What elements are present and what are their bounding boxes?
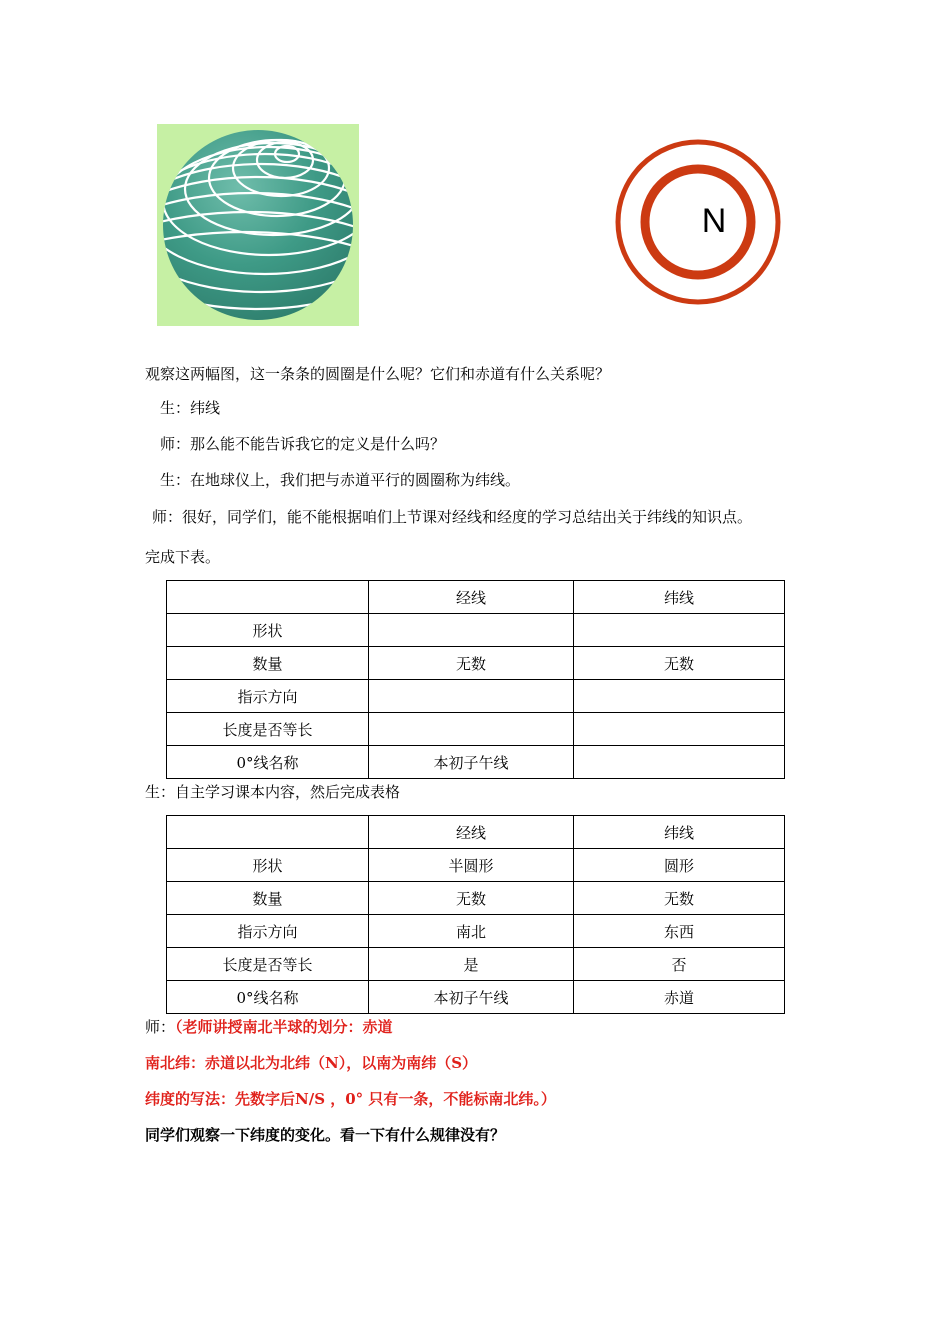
table-cell: 指示方向 bbox=[167, 680, 369, 713]
table-header-row bbox=[167, 816, 785, 849]
note-hemisphere-division: （老师讲授南北半球的划分：赤道 bbox=[175, 1018, 393, 1036]
note-latitude-notation: 纬度的写法：先数字后N/S ，0° 只有一条，不能标南北纬。） bbox=[145, 1090, 556, 1108]
table-cell bbox=[369, 680, 574, 713]
north-label: N bbox=[701, 202, 727, 240]
table-cell: 长度是否等长 bbox=[167, 713, 369, 746]
table-cell: 纬线 bbox=[574, 816, 785, 849]
table-cell: 南北 bbox=[369, 915, 574, 948]
table-cell: 本初子午线 bbox=[369, 746, 574, 779]
table-cell: 经线 bbox=[369, 816, 574, 849]
student-answer-1: 生：纬线 bbox=[160, 399, 221, 417]
table-header-row bbox=[167, 581, 785, 614]
table-cell bbox=[369, 713, 574, 746]
table-cell: 形状 bbox=[167, 849, 369, 882]
note-north-south-latitude: 南北纬：赤道以北为北纬（N），以南为南纬（S） bbox=[145, 1054, 478, 1072]
table-cell: 指示方向 bbox=[167, 915, 369, 948]
table-cell: 形状 bbox=[167, 614, 369, 647]
table-row bbox=[167, 680, 785, 713]
table-cell: 长度是否等长 bbox=[167, 948, 369, 981]
table-row bbox=[167, 882, 785, 915]
table-cell bbox=[369, 614, 574, 647]
table-cell bbox=[167, 581, 369, 614]
table-cell: 无数 bbox=[369, 647, 574, 680]
table-cell: 经线 bbox=[369, 581, 574, 614]
table-cell: 东西 bbox=[574, 915, 785, 948]
table-cell: 圆形 bbox=[574, 849, 785, 882]
question-text: 观察这两幅图，这一条条的圆圈是什么呢？它们和赤道有什么关系呢？ bbox=[145, 365, 611, 383]
task-text: 完成下表。 bbox=[145, 548, 221, 566]
student-task-text: 生：自主学习课本内容，然后完成表格 bbox=[145, 783, 401, 801]
table-row bbox=[167, 849, 785, 882]
table-row bbox=[167, 915, 785, 948]
table-cell: 是 bbox=[369, 948, 574, 981]
table-row bbox=[167, 746, 785, 779]
student-answer-2: 生：在地球仪上，我们把与赤道平行的圆圈称为纬线。 bbox=[160, 471, 521, 489]
comparison-table-filled bbox=[166, 815, 785, 1014]
table-cell: 无数 bbox=[369, 882, 574, 915]
table-row bbox=[167, 948, 785, 981]
table-row bbox=[167, 647, 785, 680]
table-cell: 无数 bbox=[574, 647, 785, 680]
table-row bbox=[167, 614, 785, 647]
table-cell: 否 bbox=[574, 948, 785, 981]
teacher-question-2: 师：很好，同学们，能不能根据咱们上节课对经线和经度的学习总结出关于纬线的知识点。 bbox=[152, 508, 753, 526]
closing-question: 同学们观察一下纬度的变化。看一下有什么规律没有？ bbox=[145, 1126, 506, 1144]
table-cell: 0°线名称 bbox=[167, 981, 369, 1014]
table-cell bbox=[574, 680, 785, 713]
globe-latitude-image bbox=[157, 124, 359, 326]
table-cell bbox=[574, 713, 785, 746]
table-cell: 无数 bbox=[574, 882, 785, 915]
table-cell: 本初子午线 bbox=[369, 981, 574, 1014]
north-pole-diagram bbox=[614, 138, 782, 306]
table-cell bbox=[574, 614, 785, 647]
table-cell: 数量 bbox=[167, 882, 369, 915]
teacher-note-line-1 bbox=[145, 1017, 393, 1037]
table-row bbox=[167, 981, 785, 1014]
table-row bbox=[167, 713, 785, 746]
teacher-prefix: 师： bbox=[145, 1018, 176, 1036]
table-cell: 纬线 bbox=[574, 581, 785, 614]
table-cell: 半圆形 bbox=[369, 849, 574, 882]
table-cell bbox=[167, 816, 369, 849]
comparison-table-blank bbox=[166, 580, 785, 779]
table-cell: 数量 bbox=[167, 647, 369, 680]
teacher-question-1: 师：那么能不能告诉我它的定义是什么吗？ bbox=[160, 435, 446, 453]
table-cell: 赤道 bbox=[574, 981, 785, 1014]
table-cell bbox=[574, 746, 785, 779]
table-cell: 0°线名称 bbox=[167, 746, 369, 779]
